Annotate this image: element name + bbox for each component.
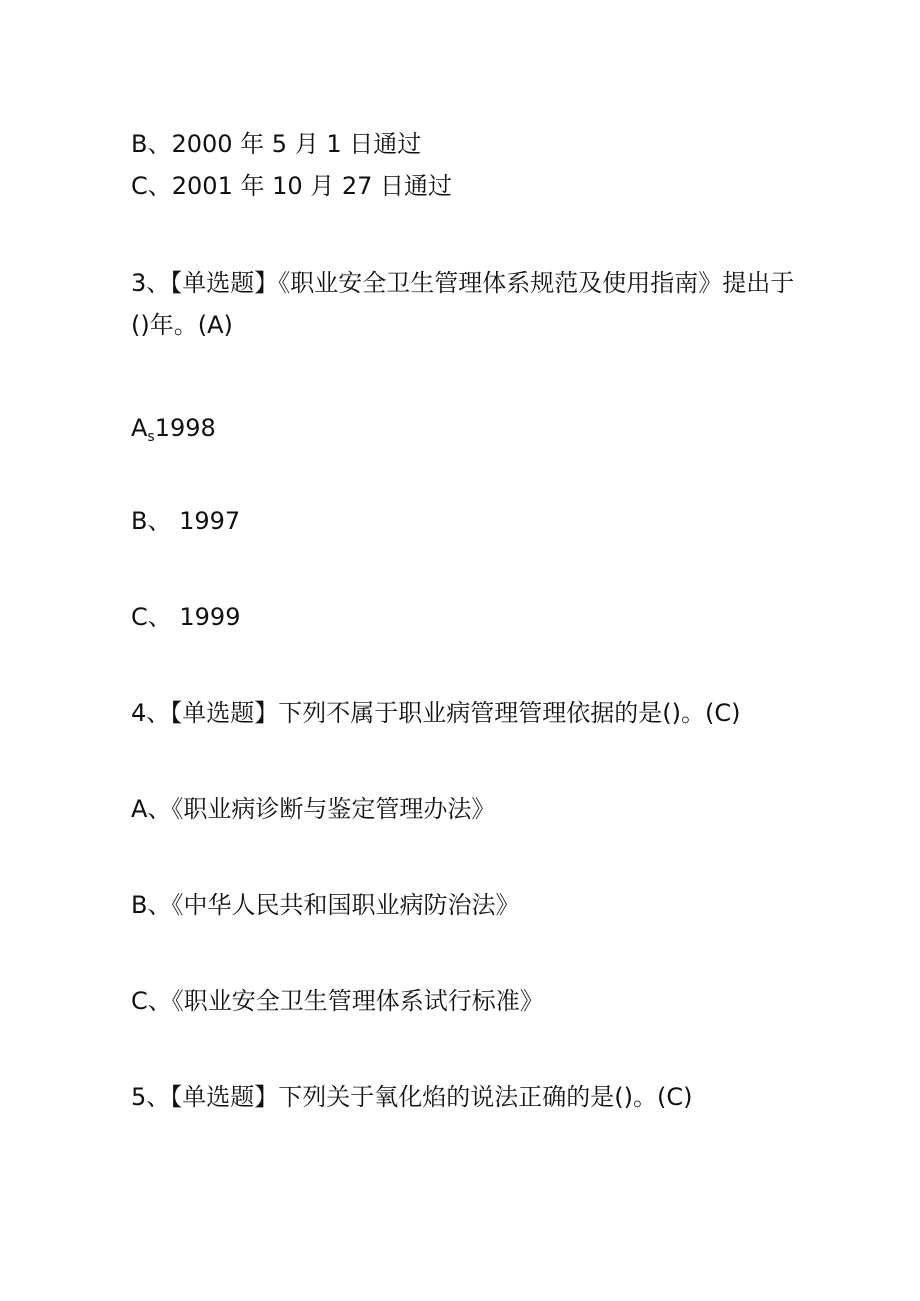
q3-option-b: B、 1997 — [131, 507, 241, 535]
q2-option-c: C、2001 年 10 月 27 日通过 — [131, 172, 453, 200]
q3-option-c: C、 1999 — [131, 603, 241, 631]
q4-question: 4、【单选题】下列不属于职业病管理管理依据的是()。(C) — [131, 699, 741, 727]
q3-option-a-letter: A — [131, 414, 148, 442]
q3-option-a — [131, 414, 216, 446]
q5-question: 5、【单选题】下列关于氧化焰的说法正确的是()。(C) — [131, 1083, 693, 1111]
q4-option-b: B、《中华人民共和国职业病防治法》 — [131, 891, 520, 919]
q4-option-a: A、《职业病诊断与鉴定管理办法》 — [131, 795, 496, 823]
q3-question: 3、【单选题】《职业安全卫生管理体系规范及使用指南》提出于()年。(A) — [131, 269, 795, 339]
q4-option-c: C、《职业安全卫生管理体系试行标准》 — [131, 987, 544, 1015]
q2-option-b: B、2000 年 5 月 1 日通过 — [131, 130, 422, 158]
q3-option-a-subscript: s — [147, 429, 155, 445]
q3-option-a-value: 1998 — [154, 414, 216, 442]
